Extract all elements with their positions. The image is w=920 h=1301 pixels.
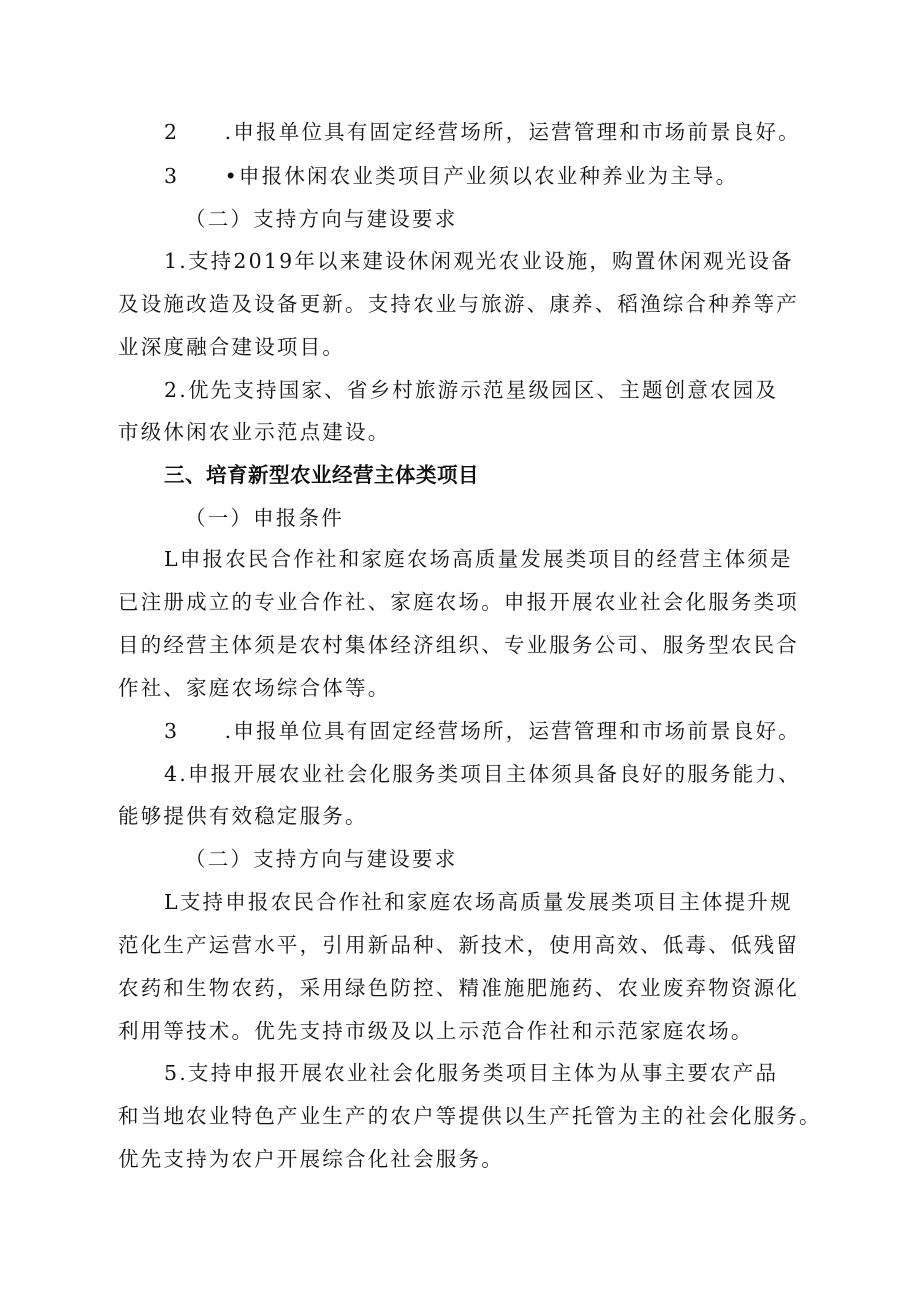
paragraph-line: L申报农民合作社和家庭农场高质量发展类项目的经营主体须是 [164,547,793,571]
paragraph-line: 2.优先支持国家、省乡村旅游示范星级园区、主题创意农园及 [164,378,779,402]
paragraph-line: 3 .申报单位具有固定经营场所，运营管理和市场前景良好。 [164,719,801,743]
section-subheading: （一）申报条件 [185,506,344,530]
paragraph-line: 已注册成立的专业合作社、家庭农场。申报开展农业社会化服务类项 [118,590,799,614]
section-subheading: （二）支持方向与建设要求 [185,847,458,871]
paragraph-line: 及设施改造及设备更新。支持农业与旅游、康养、稻渔综合种养等产 [118,292,799,316]
paragraph-line: 2 .申报单位具有固定经营场所，运营管理和市场前景良好。 [164,120,801,144]
paragraph-line: L支持申报农民合作社和家庭农场高质量发展类项目主体提升规 [164,890,793,914]
paragraph-line: 1.支持2019年以来建设休闲观光农业设施，购置休闲观光设备 [164,249,794,273]
paragraph-line: 市级休闲农业示范点建设。 [118,420,391,444]
paragraph-line: 和当地农业特色产业生产的农户等提供以生产托管为主的社会化服务。 [118,1104,822,1128]
paragraph-line: 作社、家庭农场综合体等。 [118,676,391,700]
section-heading: 三、培育新型农业经营主体类项目 [164,463,479,487]
section-subheading: （二）支持方向与建设要求 [185,207,458,231]
paragraph-line: 农药和生物农药，采用绿色防控、精准施肥施药、农业废弃物资源化 [118,976,799,1000]
paragraph-line: 利用等技术。优先支持市级及以上示范合作社和示范家庭农场。 [118,1019,754,1043]
paragraph-line: 目的经营主体须是农村集体经济组织、专业服务公司、服务型农民合 [118,633,799,657]
paragraph-line: 3 •申报休闲农业类项目产业须以农业种养业为主导。 [164,164,739,188]
paragraph-line: 5.支持申报开展农业社会化服务类项目主体为从事主要农产品 [164,1061,779,1085]
paragraph-line: 4.申报开展农业社会化服务类项目主体须具备良好的服务能力、 [164,762,801,786]
paragraph-line: 能够提供有效稳定服务。 [118,804,368,828]
paragraph-line: 优先支持为农户开展综合化社会服务。 [118,1147,504,1171]
paragraph-line: 范化生产运营水平，引用新品种、新技术，使用高效、低毒、低残留 [118,933,799,957]
paragraph-line: 业深度融合建设项目。 [118,335,345,359]
